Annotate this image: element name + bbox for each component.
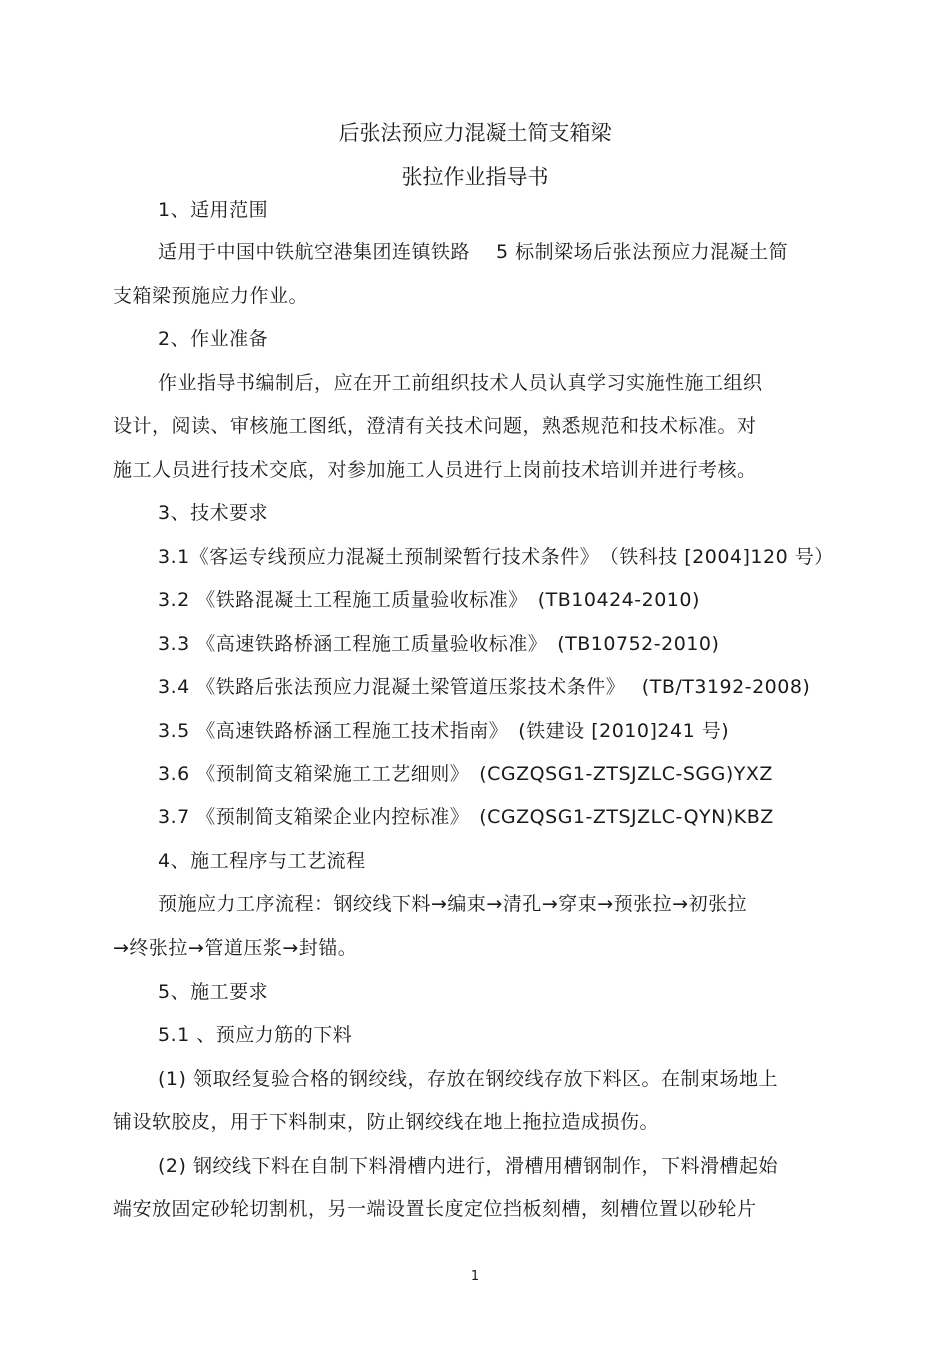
subsection-heading: 5.1 、预应力筋的下料 xyxy=(158,1024,353,1046)
paragraph-line: 作业指导书编制后，应在开工前组织技术人员认真学习实施性施工组织 xyxy=(158,372,763,394)
list-item: 3.7 《预制简支箱梁企业内控标准》 (CGZQSG1-ZTSJZLC-QYN)KBZ xyxy=(158,806,774,828)
paragraph-line: →终张拉→管道压浆→封锚。 xyxy=(113,937,358,959)
paragraph-line: 预施应力工序流程：钢绞线下料→编束→清孔→穿束→预张拉→初张拉 xyxy=(158,893,748,915)
list-item: 3.1《客运专线预应力混凝土预制梁暂行技术条件》 （铁科技 [2004]120 号） xyxy=(158,546,834,568)
section-heading-scope: 1、适用范围 xyxy=(158,199,269,221)
section-heading-requirements: 5、施工要求 xyxy=(158,981,269,1003)
section-heading-procedure: 4、施工程序与工艺流程 xyxy=(158,850,366,872)
paragraph-line: 施工人员进行技术交底，对参加施工人员进行上岗前技术培训并进行考核。 xyxy=(113,459,757,481)
list-item: 3.5 《高速铁路桥涵工程施工技术指南》 (铁建设 [2010]241 号) xyxy=(158,720,730,742)
list-item: 3.2 《铁路混凝土工程施工质量验收标准》 (TB10424-2010) xyxy=(158,589,700,611)
paragraph-line: 设计，阅读、审核施工图纸，澄清有关技术问题，熟悉规范和技术标准。对 xyxy=(113,415,757,437)
paragraph-line: 端安放固定砂轮切割机，另一端设置长度定位挡板刻槽，刻槽位置以砂轮片 xyxy=(113,1198,757,1220)
paragraph-line: 适用于中国中铁航空港集团连镇铁路 5 标制梁场后张法预应力混凝土简 xyxy=(158,241,789,263)
list-item: 3.3 《高速铁路桥涵工程施工质量验收标准》 (TB10752-2010) xyxy=(158,633,720,655)
list-item: 3.6 《预制简支箱梁施工工艺细则》 (CGZQSG1-ZTSJZLC-SGG)YXZ xyxy=(158,763,773,785)
paragraph-line: (2) 钢绞线下料在自制下料滑槽内进行，滑槽用槽钢制作，下料滑槽起始 xyxy=(158,1155,778,1177)
paragraph-line: 支箱梁预施应力作业。 xyxy=(113,285,309,307)
section-heading-technical: 3、技术要求 xyxy=(158,502,269,524)
list-item: 3.4 《铁路后张法预应力混凝土梁管道压浆技术条件》 (TB/T3192-2008) xyxy=(158,676,811,698)
section-heading-preparation: 2、作业准备 xyxy=(158,328,269,350)
doc-title: 后张法预应力混凝土简支箱梁 xyxy=(338,121,612,145)
page-number: 1 xyxy=(470,1269,480,1284)
doc-subtitle: 张拉作业指导书 xyxy=(401,165,549,189)
paragraph-line: 铺设软胶皮，用于下料制束，防止钢绞线在地上拖拉造成损伤。 xyxy=(113,1111,660,1133)
paragraph-line: (1) 领取经复验合格的钢绞线，存放在钢绞线存放下料区。在制束场地上 xyxy=(158,1068,778,1090)
